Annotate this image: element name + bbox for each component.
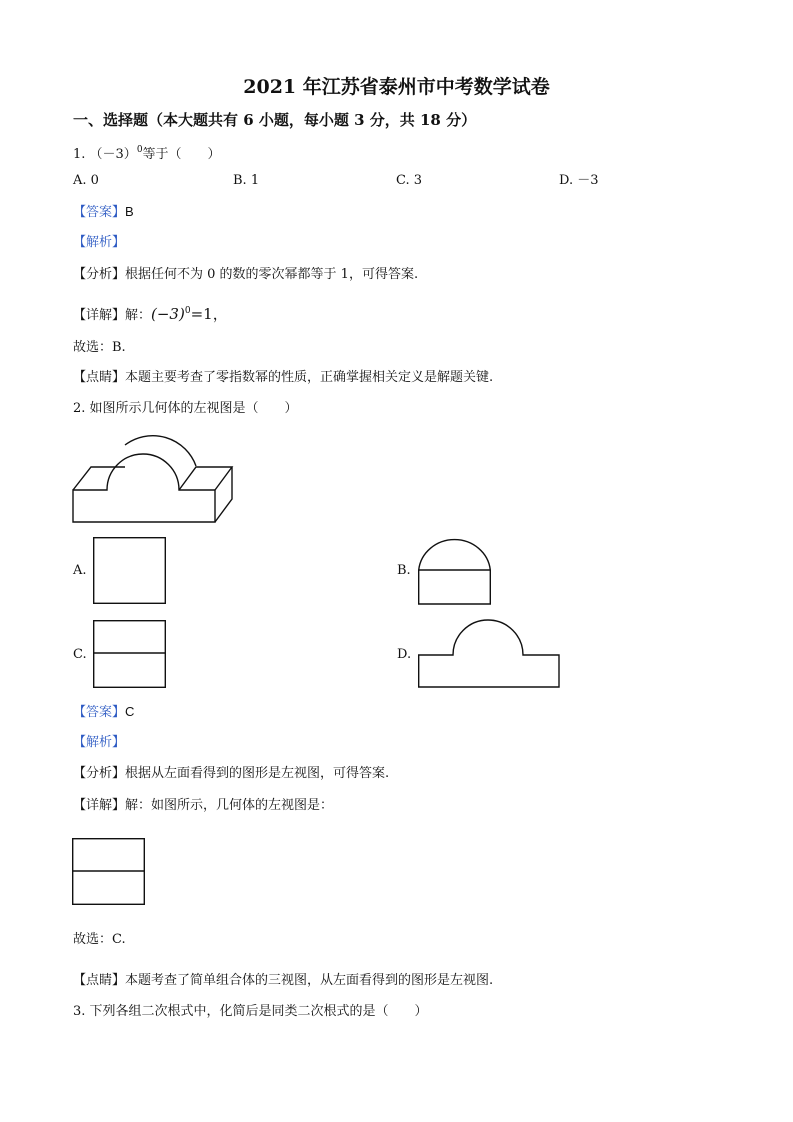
q2-analysis-tag: 【解析】 [73,735,126,750]
q2-option-d-figure [418,618,561,689]
q1-option-b: B. 1 [233,173,260,188]
q1-dianjing: 【点睛】本题主要考查了零指数幂的性质，正确掌握相关定义是解题关键. [73,370,494,385]
q2-option-b-figure [418,536,492,606]
q2-answer: 【答案】C [73,704,135,720]
q2-fenxi: 【分析】根据从左面看得到的图形是左视图，可得答案. [73,766,390,781]
q2-option-a-figure [93,537,166,604]
q2-option-b-label: B. [397,563,411,578]
q1-option-c: C. 3 [396,173,423,188]
q1-guxuan: 故选：B. [73,340,126,355]
q2-guxuan: 故选：C. [73,932,126,947]
q1-stem: 1. $(-3)^0$等于（ ） [73,145,221,162]
document-title: 2021 年江苏省泰州市中考数学试卷 [243,76,550,98]
section-heading: 一、选择题（本大题共有 6 小题，每小题 3 分，共 18 分） [73,111,477,129]
q1-option-d: D. －3 [559,173,599,188]
q2-option-a-label: A. [73,563,87,578]
q2-answer-figure [72,838,146,905]
q2-option-d-label: D. [397,647,412,662]
q2-option-c-figure [93,620,166,688]
q2-stem: 2. 如图所示几何体的左视图是（ ） [73,401,298,416]
q2-option-c-label: C. [73,647,87,662]
q1-analysis-tag: 【解析】 [73,235,126,250]
q3-stem: 3. 下列各组二次根式中，化简后是同类二次根式的是（ ） [73,1004,428,1019]
q1-xiangjie: 【详解】解：$(-3)^0=1$， [73,305,228,323]
q2-dianjing: 【点睛】本题考查了简单组合体的三视图，从左面看得到的图形是左视图. [73,973,494,988]
q1-answer: 【答案】B [73,204,134,220]
q1-fenxi: 【分析】根据任何不为 0 的数的零次幂都等于 1，可得答案. [73,267,419,282]
q2-xiangjie: 【详解】解：如图所示，几何体的左视图是： [73,798,334,813]
q1-option-a: A. 0 [73,173,99,188]
